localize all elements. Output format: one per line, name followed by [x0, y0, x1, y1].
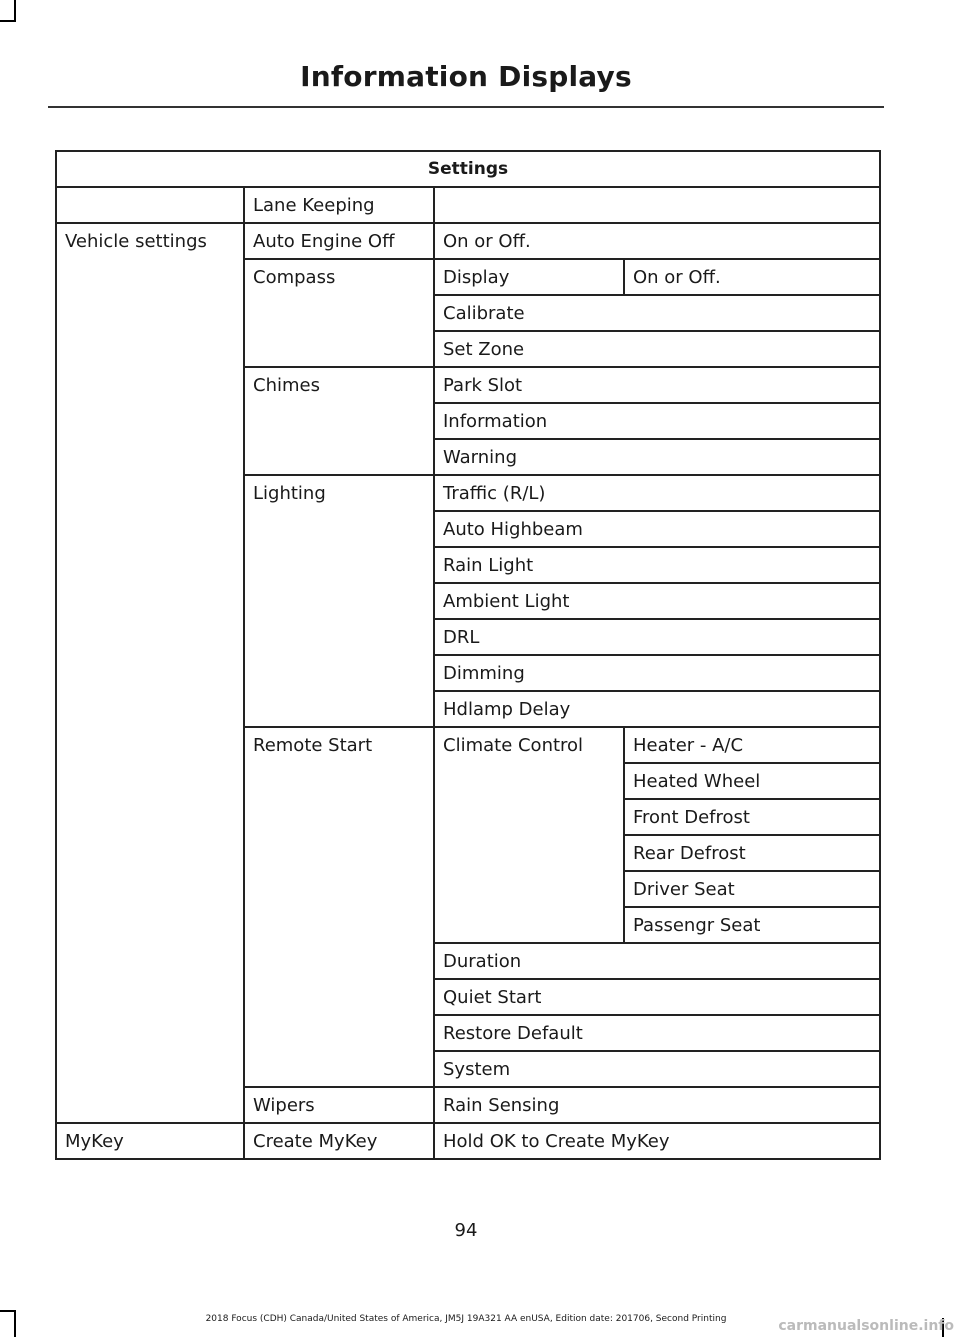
- cell-category: [56, 655, 244, 691]
- cell-option: [434, 871, 624, 907]
- cell-setting: [244, 439, 434, 475]
- crop-mark: [14, 0, 16, 22]
- cell-value: On or Off.: [624, 259, 880, 295]
- cell-category: [56, 331, 244, 367]
- cell-option: Quiet Start: [434, 979, 880, 1015]
- cell-option: Set Zone: [434, 331, 880, 367]
- cell-option: Park Slot: [434, 367, 880, 403]
- cell-option: Duration: [434, 943, 880, 979]
- cell-category: [56, 619, 244, 655]
- cell-category: [56, 691, 244, 727]
- table-row: [56, 583, 880, 619]
- table-row: [56, 475, 880, 511]
- cell-option: Calibrate: [434, 295, 880, 331]
- title-rule: [48, 106, 884, 108]
- cell-option: Rain Sensing: [434, 1087, 880, 1123]
- table-row: [56, 295, 880, 331]
- cell-setting: Lane Keeping: [244, 187, 434, 223]
- cell-category: [56, 1087, 244, 1123]
- cell-category: [56, 439, 244, 475]
- cell-value: Heater - A/C: [624, 727, 880, 763]
- cell-category: [56, 259, 244, 295]
- cell-setting: Chimes: [244, 367, 434, 403]
- table-row: [56, 727, 880, 763]
- cell-setting: Lighting: [244, 475, 434, 511]
- cell-category: [56, 475, 244, 511]
- cell-category: [56, 1015, 244, 1051]
- cell-category: [56, 727, 244, 763]
- cell-setting: [244, 583, 434, 619]
- table-row: [56, 763, 880, 799]
- cell-option: [434, 763, 624, 799]
- cell-category: [56, 763, 244, 799]
- cell-option: On or Off.: [434, 223, 880, 259]
- cell-setting: [244, 547, 434, 583]
- page-title: Information Displays: [300, 60, 632, 93]
- table-body: [56, 187, 880, 1159]
- cell-setting: [244, 871, 434, 907]
- cell-value: Front Defrost: [624, 799, 880, 835]
- table-row: [56, 943, 880, 979]
- cell-value: Heated Wheel: [624, 763, 880, 799]
- cell-option: Traffic (R/L): [434, 475, 880, 511]
- cell-setting: [244, 1051, 434, 1087]
- crop-mark: [0, 1310, 16, 1312]
- cell-category: [56, 583, 244, 619]
- table-row: [56, 259, 880, 295]
- cell-setting: Wipers: [244, 1087, 434, 1123]
- table-row: [56, 619, 880, 655]
- cell-option: Warning: [434, 439, 880, 475]
- cell-option: Restore Default: [434, 1015, 880, 1051]
- cell-setting: [244, 1015, 434, 1051]
- table-row: [56, 691, 880, 727]
- table-row: [56, 1015, 880, 1051]
- cell-option: Ambient Light: [434, 583, 880, 619]
- cell-option: Information: [434, 403, 880, 439]
- table-row: [56, 871, 880, 907]
- cell-setting: [244, 979, 434, 1015]
- table-row: [56, 511, 880, 547]
- cell-category: MyKey: [56, 1123, 244, 1159]
- cell-category: [56, 1051, 244, 1087]
- cell-setting: Create MyKey: [244, 1123, 434, 1159]
- cell-category: [56, 187, 244, 223]
- cell-option: Auto Highbeam: [434, 511, 880, 547]
- cell-category: [56, 367, 244, 403]
- cell-value: Driver Seat: [624, 871, 880, 907]
- cell-option: DRL: [434, 619, 880, 655]
- cell-category: [56, 511, 244, 547]
- cell-category: [56, 295, 244, 331]
- table-row: [56, 187, 880, 223]
- cell-category: Vehicle settings: [56, 223, 244, 259]
- table-row: [56, 835, 880, 871]
- cell-option: Dimming: [434, 655, 880, 691]
- cell-setting: [244, 295, 434, 331]
- table-row: [56, 1087, 880, 1123]
- cell-option: Hdlamp Delay: [434, 691, 880, 727]
- crop-mark: [0, 20, 16, 22]
- cell-option: Climate Control: [434, 727, 624, 763]
- table-row: [56, 223, 880, 259]
- cell-setting: [244, 907, 434, 943]
- table-row: [56, 979, 880, 1015]
- cell-category: [56, 799, 244, 835]
- table-header-row: [56, 151, 880, 187]
- cell-setting: [244, 619, 434, 655]
- cell-setting: [244, 799, 434, 835]
- cell-category: [56, 979, 244, 1015]
- table-row: [56, 1051, 880, 1087]
- footer-text: 2018 Focus (CDH) Canada/United States of America, JM5J 19A321 AA enUSA, Edition date: 201706, Second Printing: [205, 1314, 727, 1324]
- cell-category: [56, 871, 244, 907]
- table-row: [56, 403, 880, 439]
- cell-setting: [244, 331, 434, 367]
- cell-category: [56, 943, 244, 979]
- cell-option: Rain Light: [434, 547, 880, 583]
- cell-setting: [244, 835, 434, 871]
- table-header: Settings: [56, 151, 880, 187]
- cell-setting: [244, 763, 434, 799]
- page-number: 94: [454, 1220, 478, 1241]
- cell-setting: [244, 943, 434, 979]
- cell-setting: [244, 511, 434, 547]
- cell-option: Hold OK to Create MyKey: [434, 1123, 880, 1159]
- table-row: [56, 367, 880, 403]
- cell-category: [56, 907, 244, 943]
- table-row: [56, 907, 880, 943]
- cell-option: Display: [434, 259, 624, 295]
- cell-setting: [244, 691, 434, 727]
- cell-setting: [244, 403, 434, 439]
- cell-category: [56, 547, 244, 583]
- table-row: [56, 799, 880, 835]
- table-row: [56, 547, 880, 583]
- cell-value: Passengr Seat: [624, 907, 880, 943]
- cell-setting: Remote Start: [244, 727, 434, 763]
- cell-category: [56, 835, 244, 871]
- cell-option: [434, 799, 624, 835]
- table-row: [56, 655, 880, 691]
- cell-value: Rear Defrost: [624, 835, 880, 871]
- watermark: carmanualsonline.info: [778, 1318, 954, 1334]
- settings-table: [55, 150, 881, 1160]
- cell-setting: [244, 655, 434, 691]
- cell-option: [434, 187, 880, 223]
- table-row: [56, 1123, 880, 1159]
- cell-setting: Compass: [244, 259, 434, 295]
- cell-option: [434, 835, 624, 871]
- cell-option: [434, 907, 624, 943]
- table-row: [56, 331, 880, 367]
- cell-option: System: [434, 1051, 880, 1087]
- cell-category: [56, 403, 244, 439]
- table-row: [56, 439, 880, 475]
- cell-setting: Auto Engine Off: [244, 223, 434, 259]
